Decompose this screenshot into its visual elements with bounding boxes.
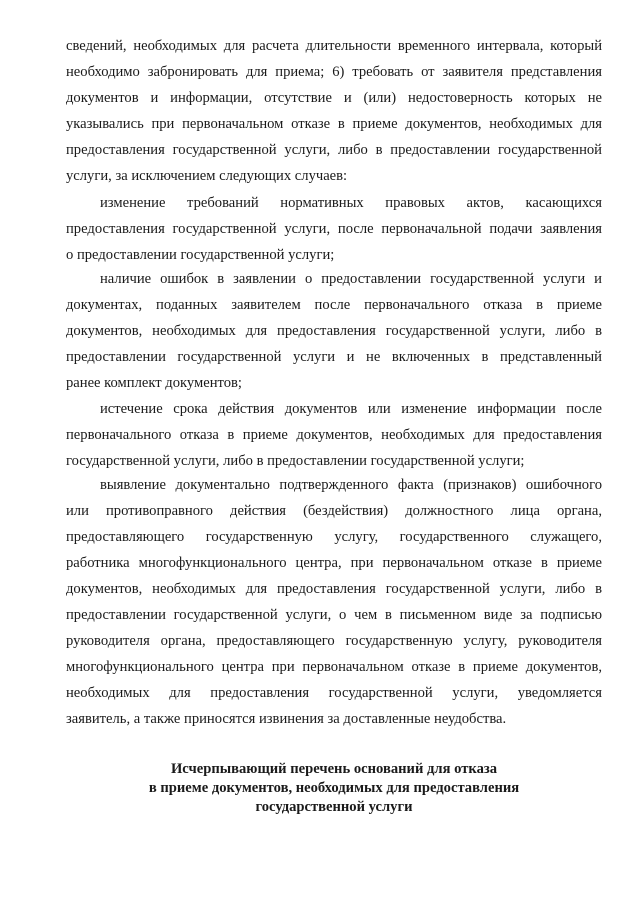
text-line: предоставления государственной услуги, либо в предоставлении государственной [66, 142, 602, 158]
heading-line: государственной услуги [255, 799, 413, 815]
text-line: истечение срока действия документов или изменение информации после [100, 401, 602, 417]
text-line: руководителя органа, предоставляющего государственную услугу, руководителя [66, 633, 602, 649]
text-line: или противоправного действия (бездействия) должностного лица органа, [66, 503, 602, 519]
text-line: необходимо забронировать для приема; 6) требовать от заявителя представления [66, 64, 602, 80]
heading-line: в приеме документов, необходимых для предоставления [148, 780, 520, 796]
text-line: указывались при первоначальном отказе в приеме документов, необходимых для [66, 116, 602, 132]
paragraph-4 [66, 396, 602, 474]
text-line: предоставляющего государственную услугу, государственного служащего, [66, 529, 602, 545]
text-line: ранее комплект документов; [66, 375, 242, 391]
paragraph-1 [66, 33, 602, 189]
body-text [66, 266, 602, 396]
heading-line: Исчерпывающий перечень оснований для отказа [170, 761, 498, 777]
text-line: наличие ошибок в заявлении о предоставлении государственной услуги и [100, 271, 602, 287]
text-line: услуги, за исключением следующих случаев: [66, 168, 348, 184]
text-line: изменение требований нормативных правовых актов, касающихся [100, 195, 602, 211]
body-text [66, 190, 602, 268]
text-line: документов и информации, отсутствие и (или) недостоверность которых не [66, 90, 602, 106]
text-line: сведений, необходимых для расчета длительности временного интервала, который [66, 38, 602, 54]
text-line: первоначального отказа в приеме документов, необходимых для предоставления [66, 427, 602, 443]
paragraph-5 [66, 472, 602, 732]
text-line: документов, необходимых для предоставления государственной услуги, либо в [66, 323, 602, 339]
text-line: работника многофункционального центра, при первоначальном отказе в приеме [66, 555, 602, 571]
text-line: предоставлении государственной услуги, о чем в письменном виде за подписью [66, 607, 602, 623]
text-line: предоставлении государственной услуги и не включенных в представленный [66, 349, 602, 365]
paragraph-2 [66, 190, 602, 268]
body-text [66, 33, 602, 189]
paragraph-3 [66, 266, 602, 396]
section-heading [66, 760, 602, 817]
text-line: государственной услуги, либо в предоставлении государственной услуги; [66, 453, 525, 469]
text-line: выявление документально подтвержденного факта (признаков) ошибочного [100, 477, 602, 493]
body-text [66, 472, 602, 732]
text-line: документах, поданных заявителем после первоначального отказа в приеме [66, 297, 602, 313]
text-line: необходимых для предоставления государственной услуги, уведомляется [66, 685, 602, 701]
body-text [66, 396, 602, 474]
text-line: документов, необходимых для предоставления государственной услуги, либо в [66, 581, 602, 597]
text-line: заявитель, а также приносятся извинения за доставленные неудобства. [66, 711, 507, 727]
text-line: о предоставлении государственной услуги; [66, 247, 335, 263]
text-line: предоставления государственной услуги, после первоначальной подачи заявления [66, 221, 602, 237]
text-line: многофункционального центра при первоначальном отказе в приеме документов, [66, 659, 602, 675]
